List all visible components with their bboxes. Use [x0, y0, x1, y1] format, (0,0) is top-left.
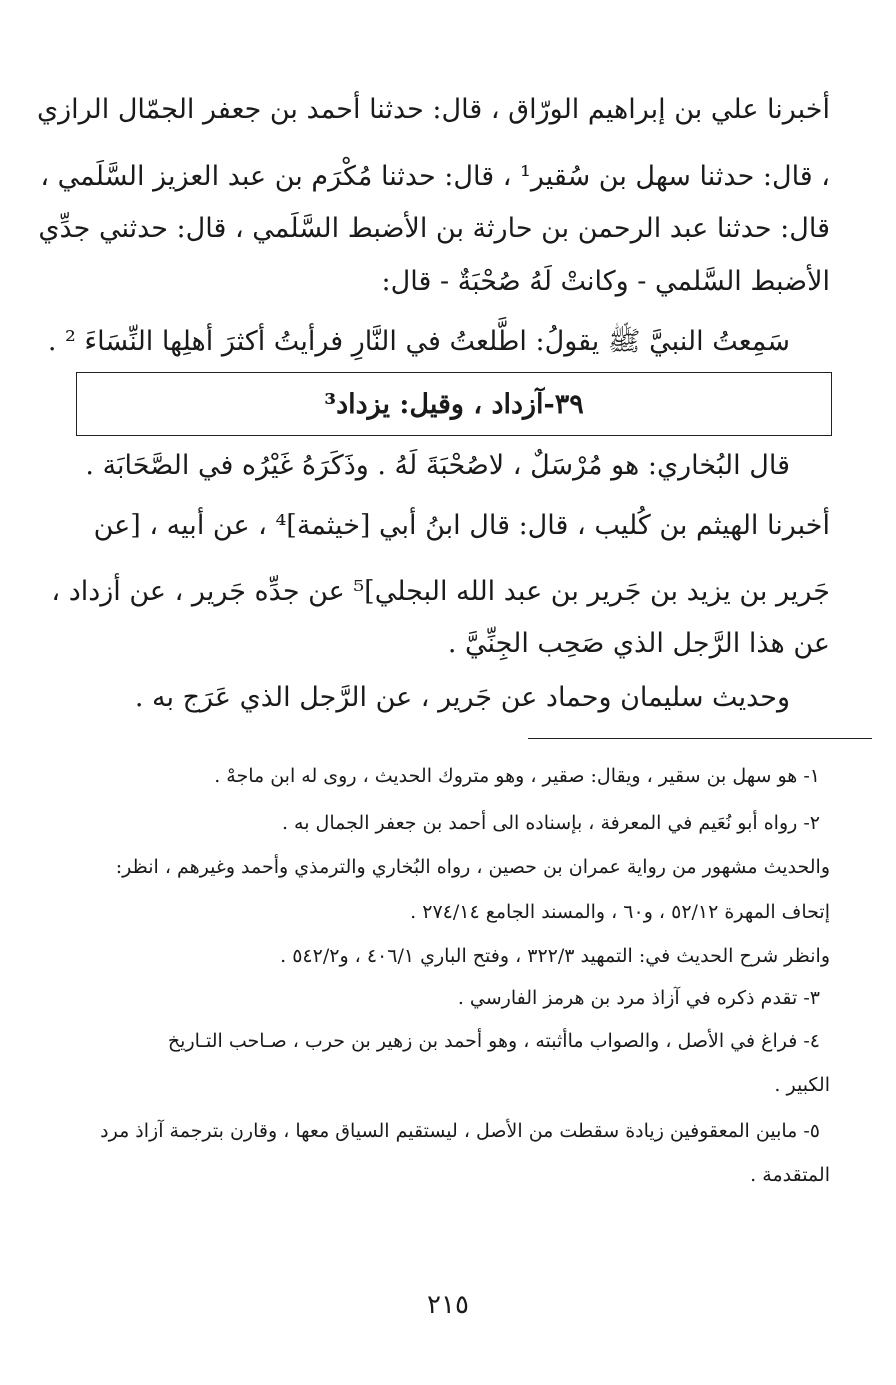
footnote-2-cont-3: وانظر شرح الحديث في: التمهيد ٣٢٢/٣ ، وفتح الباري ٤٠٦/١ ، و٥٤٢/٢ . — [280, 945, 830, 967]
footnote-2-cont-2: إتحاف المهرة ٥٢/١٢ ، و٦٠ ، والمسند الجامع ٢٧٤/١٤ . — [410, 901, 830, 923]
footnote-1: ١- هو سهل بن سقير ، ويقال: صقير ، وهو متروك الحديث ، روى له ابن ماجهْ . — [214, 765, 820, 787]
page-number: ٢١٥ — [427, 1290, 469, 1320]
footnote-4: ٤- فراغ في الأصل ، والصواب ماأثبته ، وهو أحمد بن زهير بن حرب ، صـاحب التـاريخ — [167, 1030, 820, 1052]
footnote-3: ٣- تقدم ذكره في آزاذ مرد بن هرمز الفارسي . — [457, 987, 820, 1009]
text-line-7: أخبرنا الهيثم بن كُليب ، قال: قال ابنُ أبي [خيثمة]⁴ ، عن أبيه ، [عن — [93, 510, 830, 541]
footnote-5-cont: المتقدمة . — [750, 1164, 830, 1186]
text-line-2: ، قال: حدثنا سهل بن سُقير¹ ، قال: حدثنا مُكْرَم بن عبد العزيز السَّلَمي ، — [40, 161, 830, 192]
text-line-10: وحديث سليمان وحماد عن جَرير ، عن الرَّجل الذي عَرَج به . — [134, 682, 790, 713]
footnote-4-cont: الكبير . — [774, 1074, 830, 1096]
text-line-3: قال: حدثنا عبد الرحمن بن حارثة بن الأضبط السَّلَمي ، قال: حدثني جدِّي — [38, 213, 830, 244]
text-line-4: الأضبط السَّلمي - وكانتْ لَهُ صُحْبَةٌ - قال: — [381, 266, 830, 297]
footnote-divider — [528, 738, 872, 739]
text-line-1: أخبرنا علي بن إبراهيم الورّاق ، قال: حدثنا أحمد بن جعفر الجمّال الرازي — [36, 94, 830, 125]
entry-heading: ٣٩-آزداد ، وقيل: يزداد³ — [324, 388, 584, 420]
footnote-5: ٥- مابين المعقوفين زيادة سقطت من الأصل ، ليستقيم السياق معها ، وقارن بترجمة آزاذ مرد — [100, 1120, 820, 1142]
text-line-8: جَرير بن يزيد بن جَرير بن عبد الله البجلي]⁵ عن جدِّه جَرير ، عن أزداد ، — [51, 576, 830, 607]
entry-heading-box — [76, 372, 832, 436]
text-line-6: قال البُخاري: هو مُرْسَلٌ ، لاصُحْبَةَ لَهُ . وذَكَرَهُ غَيْرُه في الصَّحَابَة . — [85, 450, 790, 481]
footnote-2-cont-1: والحديث مشهور من رواية عمران بن حصين ، رواه البُخاري والترمذي وأحمد وغيرهم ، انظر: — [115, 856, 830, 878]
text-line-9: عن هذا الرَّجل الذي صَحِب الجِنِّيَّ . — [447, 628, 830, 659]
footnote-2: ٢- رواه أبو نُعَيم في المعرفة ، بإسناده الى أحمد بن جعفر الجمال به . — [281, 812, 820, 834]
hadith-text-line: سَمِعتُ النبيَّ ﷺ يقولُ: اطَّلعتُ في النَّارِ فرأيتُ أكثرَ أهلِها النِّسَاءَ ² . — [47, 326, 790, 357]
